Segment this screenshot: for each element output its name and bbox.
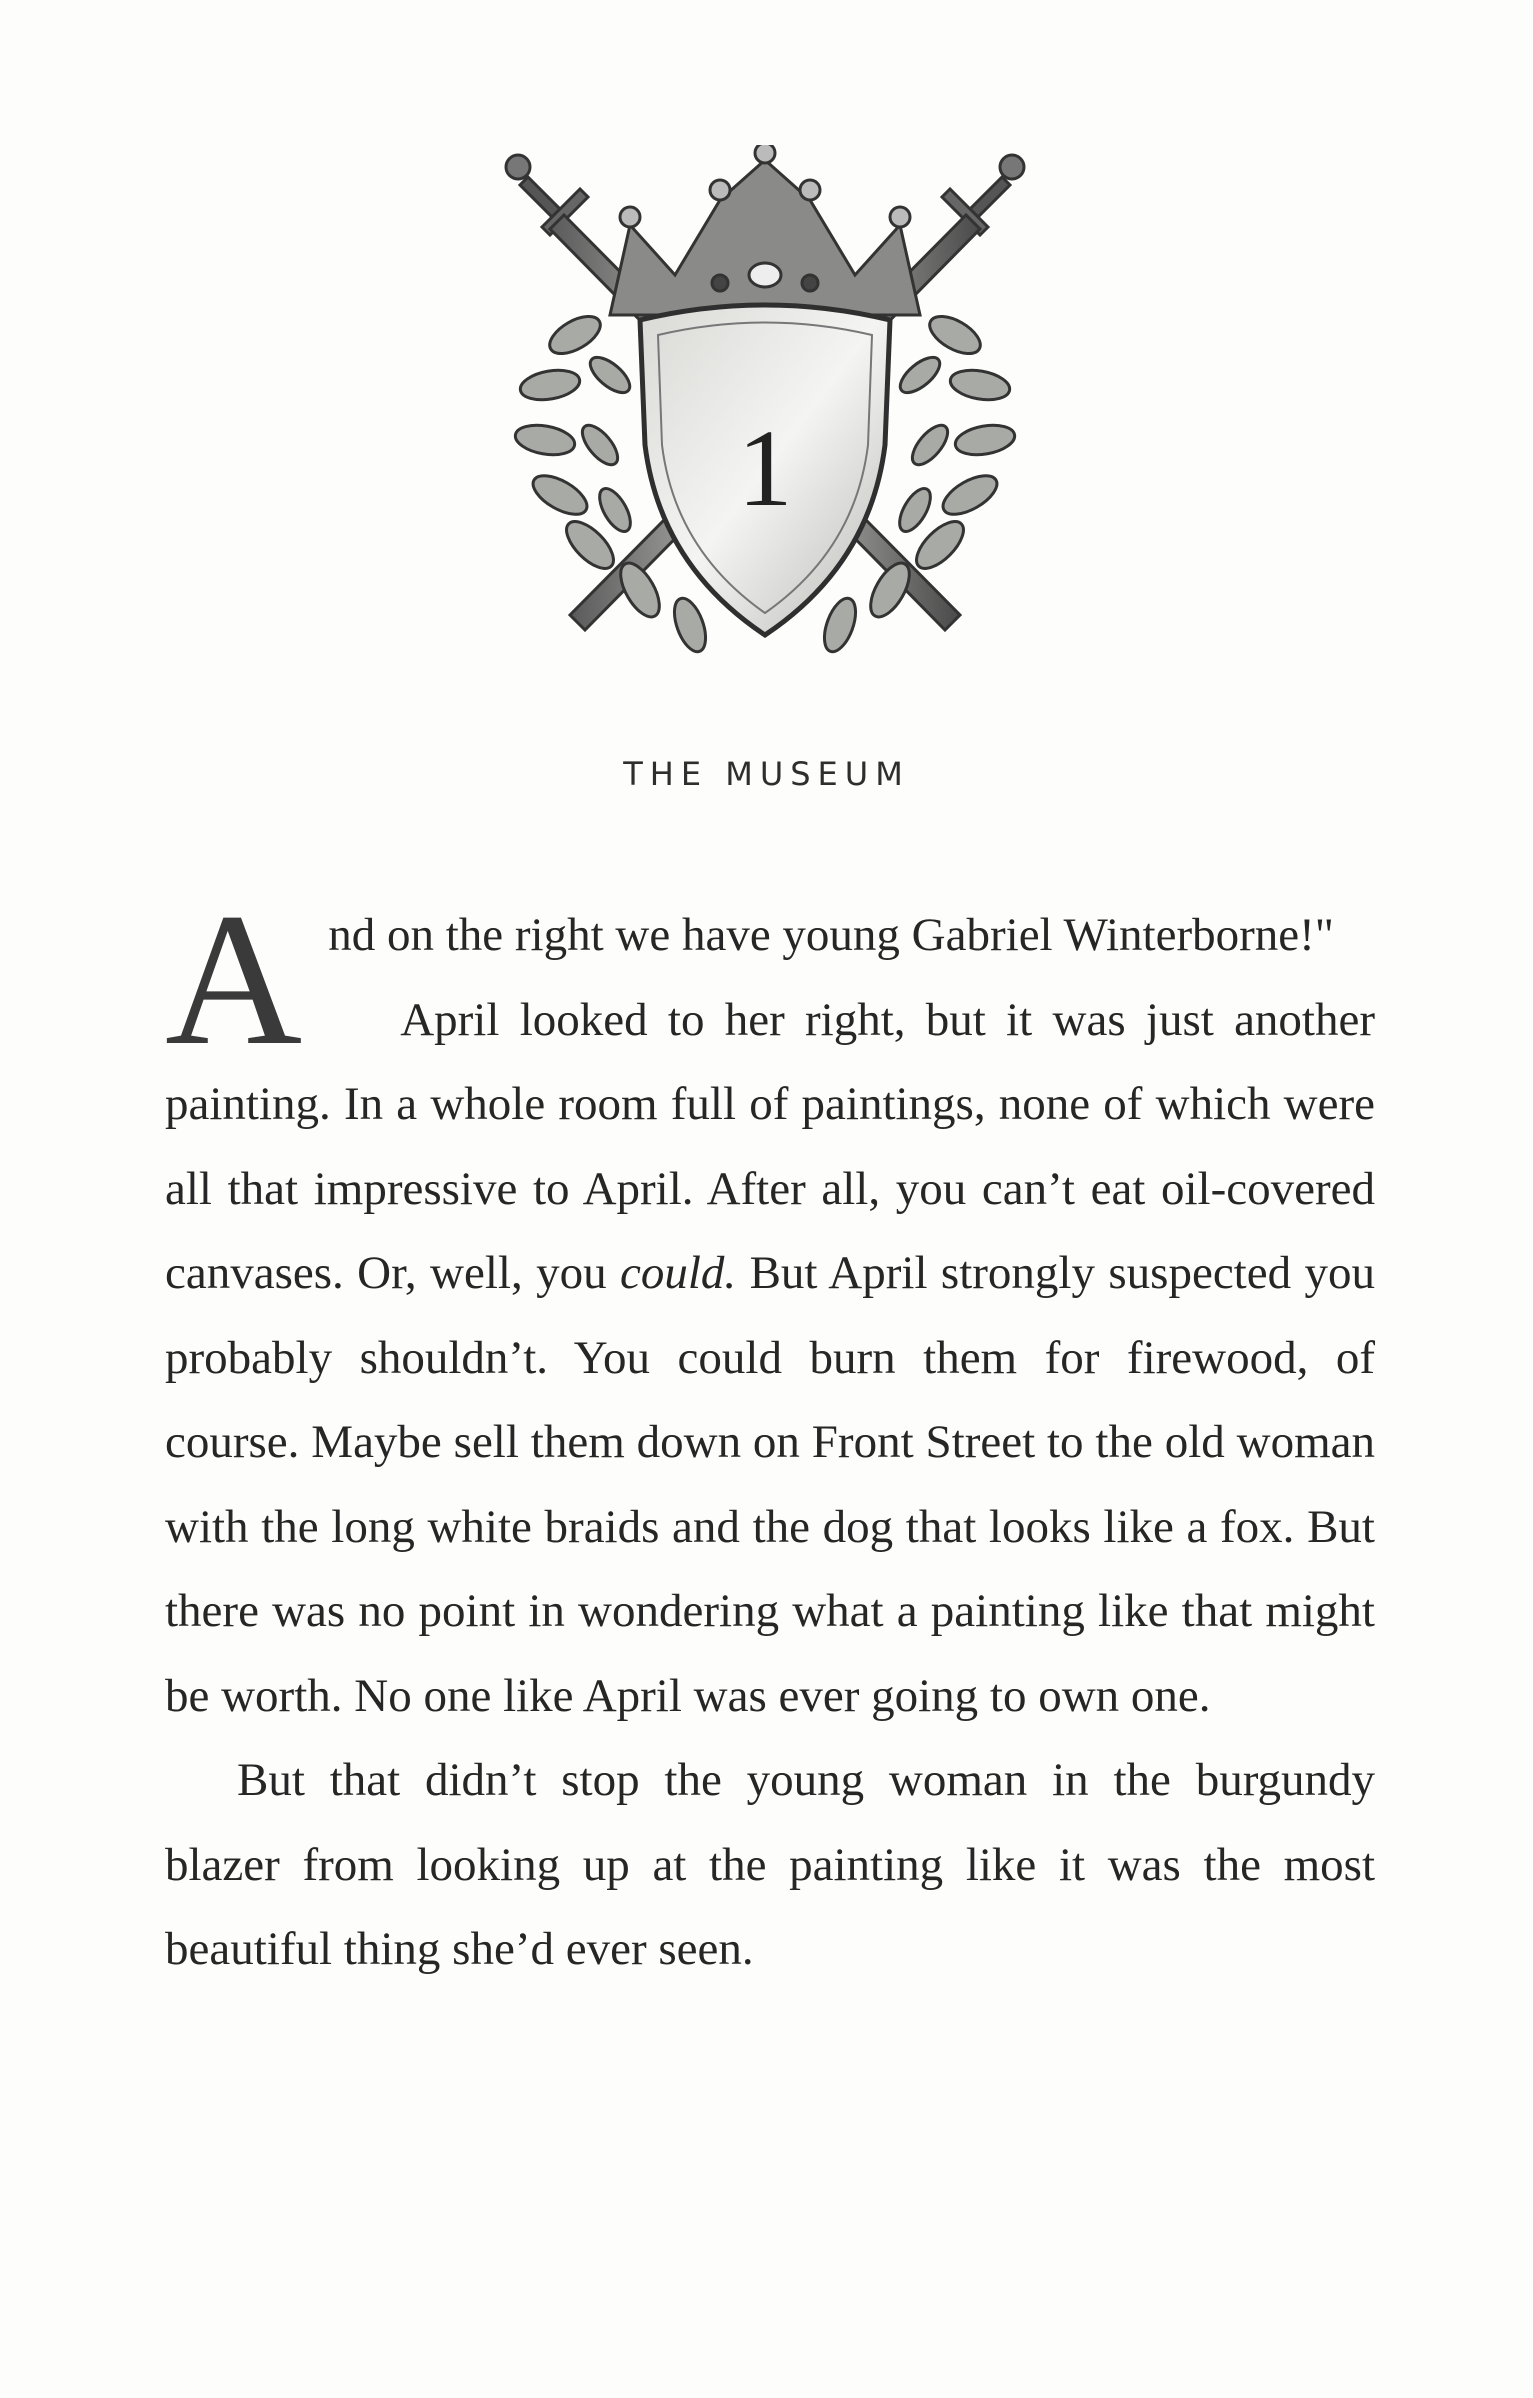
paragraph-2-text-b: But April strongly suspected you probably shouldn’t. You could burn them for firewood, of course. Maybe sell them down on Front Street to the old woman with the long white braids and the dog that looks like a fox. But there was no point in wondering what a painting like that might be worth. No one like April was ever going to own one. xyxy=(165,1247,1375,1722)
chapter-crest-icon xyxy=(490,145,1040,685)
crown-icon xyxy=(610,145,920,315)
chapter-title: THE MUSEUM xyxy=(623,755,910,793)
paragraph-2-emphasis: could. xyxy=(620,1247,737,1299)
paragraph-3: But that didn’t stop the young woman in the burgundy blazer from looking up at the painting like it was the most beautiful thing she’d ever seen. xyxy=(165,1754,1375,1975)
paragraph-2-text-a: April looked to her right, but it was just another painting. In a whole room full of paintings, none of which were all that impressive to April. After all, you can’t eat oil-covered canvases. Or, well, you xyxy=(165,993,1375,1299)
paragraph-2 xyxy=(165,978,1375,1739)
drop-cap: A xyxy=(165,875,303,1085)
paragraph-1-text: nd on the right we have young Gabriel Winterborne!" xyxy=(328,909,1334,961)
paragraph-1 xyxy=(165,875,1375,1085)
chapter-number: 1 xyxy=(737,407,793,529)
chapter-body xyxy=(165,875,1375,1992)
